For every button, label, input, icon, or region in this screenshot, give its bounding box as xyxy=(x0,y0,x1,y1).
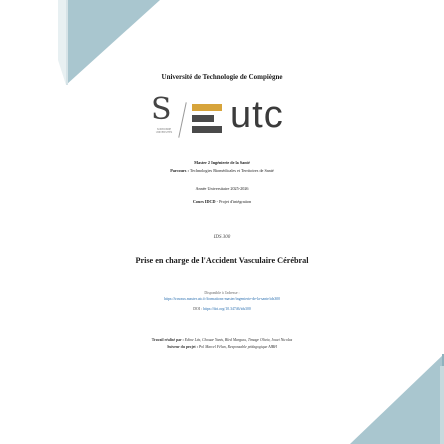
logo-divider xyxy=(178,102,186,137)
course-line xyxy=(0,168,444,173)
doi-line xyxy=(0,307,444,311)
sorbonne-s-glyph: S xyxy=(151,92,172,127)
supervisor-label: Suiveur du projet : xyxy=(167,345,198,349)
doi-link[interactable]: https://doi.org/10.34746/ids300 xyxy=(202,307,251,311)
supervisor-name: Pol Marcel Félan, Responsable pédagogique AIBH xyxy=(198,345,277,349)
sorbonne-s-logo-icon xyxy=(148,92,178,138)
logo-group xyxy=(148,92,308,144)
supervisor-line xyxy=(0,345,444,349)
corner-decoration-bottom-right xyxy=(294,354,444,444)
availability-label: Disponible à l'adresse : xyxy=(204,291,240,295)
utc-mark-icon xyxy=(190,102,224,136)
document-url-link[interactable]: https://travaux.master.utc.fr/formations-master/ingenierie-de-la-sante/ids300 xyxy=(163,297,281,301)
module-name: - Projet d'intégration xyxy=(216,199,252,204)
academic-year: Année Universitaire 2025-2026 xyxy=(195,186,249,191)
master-program: Master 2 Ingénierie de la Santé xyxy=(194,160,250,165)
course-name: Technologies Biomédicales et Territoires de Santé xyxy=(189,168,274,173)
sorbonne-caption: SORBONNE UNIVERSITÉS xyxy=(155,128,173,134)
course-label: Parcours : xyxy=(170,168,189,173)
document-code: IDS 300 xyxy=(213,235,231,240)
module-label: Cours IDCD xyxy=(192,199,216,204)
utc-wordmark: utc xyxy=(230,94,284,136)
doi-label: DOI : xyxy=(193,307,202,311)
authors-line xyxy=(0,338,444,342)
authors-label: Travail réalisé par : xyxy=(151,338,184,342)
module-line xyxy=(0,199,444,204)
university-name: Université de Technologie de Compiègne xyxy=(161,73,283,81)
document-title: Prise en charge de l'Accident Vasculaire Cérébral xyxy=(135,256,309,265)
authors-names: Edine Léa, Ghouar Yanis, Bled Marguss, Timage Olivia, Jouet Nicolas xyxy=(184,338,293,342)
corner-decoration-top-left xyxy=(0,0,160,110)
